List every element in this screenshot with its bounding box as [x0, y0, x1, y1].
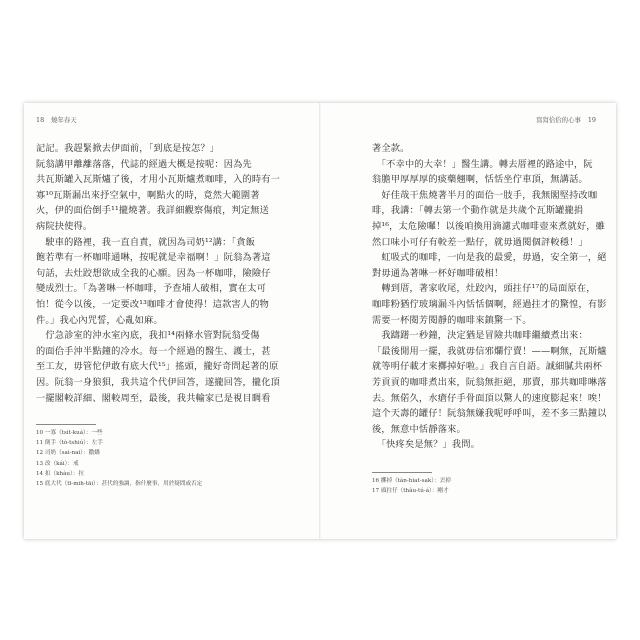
body-line: 然口味小可仔有較差一點仔，就毋過閱個評較穩！」: [372, 236, 588, 248]
book-spread: [24, 103, 616, 539]
body-line: 掉¹⁶，太危險囉！以後咱換用滴濾式咖啡壺來煮就好，雖: [372, 220, 606, 232]
footnote: 14 扣（khàu）：拉: [36, 470, 84, 477]
footnote: 11 倒手（tò-tshiú）：左手: [36, 440, 103, 447]
body-line: 寡¹⁰瓦斯漏出來抒空氣中，啊點火的時，竟然大範圍著: [36, 189, 260, 201]
body-line: 病院抉使得。: [36, 220, 93, 232]
left-page: [24, 103, 320, 539]
footnote: 10 一寡（tsi̍t-kuá）：一些: [36, 430, 103, 436]
body-line: 去。無偌久，水瘡仔手骨面頂以驚人的速度膨起來！唉！: [372, 392, 607, 404]
body-line: 變成烈士。「為著啉一杯咖啡，予查埔人破相，實在太可: [36, 283, 267, 295]
footnote: 12 司奶（sai-nai）：撒嬌: [36, 450, 100, 457]
body-line: 件。」我心內咒誓，心亂如麻。: [36, 314, 163, 326]
left-body-text: [36, 141, 306, 406]
footnote: 16 擲掉（tàn-hiat-sak）：丟掉: [372, 478, 451, 484]
body-line: 啡，我講：「轉去第一个動作就是共歲个瓦斯罐攏捐: [372, 205, 584, 217]
body-line: 我躊躇一秒鐘，決定猶是冒險共咖啡繼續煮出來：: [372, 330, 588, 342]
body-line: 駛車的路裡，我一直自責，就因為司奶¹²講：「貪飯: [36, 236, 256, 248]
right-page: [320, 103, 616, 539]
body-line: 這个天壽的罐仔！阮翁無嫌我呢呼呼叫，差不多三點鐘以: [372, 408, 607, 420]
body-line: 好佳哉干焦燒著半月的面佮一肢手，我無閣堅持改咖: [372, 189, 598, 201]
body-line: 記記。我趕緊掀去伊面前，「到底是按怎？」: [36, 143, 220, 154]
body-line: 對毋通為著啉一杯好咖啡破相！: [372, 267, 504, 279]
body-line: 就等明仔載才來擲掉好啦。」我自言自語。誠細膩共兩杯: [372, 361, 603, 373]
body-line: 一擺閣較詳細、閣較周至，最後，我共輸家已是視目睭看: [36, 392, 271, 404]
body-line: 火，伊的面佮倒手¹¹攏燒著。我詳細觀察傷痕，判定無送: [36, 205, 270, 217]
body-line: 句話，去灶跤想欲成全我的心願。因為一杯咖啡，險險仔: [36, 267, 271, 279]
right-running-head: [536, 115, 596, 124]
body-line: 佇急診室的沖水室內底，我扣¹⁴兩條水管對阮翁受傷: [36, 330, 260, 342]
body-line: 翁膽甲厚厚厚的痰藥翹啊，恬恬坐佇車頂，無講話。: [372, 174, 588, 186]
body-line: 轉到厝，著家收尾，灶跤內，頭拄仔¹⁷的局面原在，: [372, 283, 596, 295]
body-line: 「不幸中的大幸！」醫生講。轉去厝裡的路途中，阮: [372, 158, 593, 170]
body-line: 「最後閒用一擺，我就毋信邪爛佇賣！——啊無，瓦斯爐: [372, 345, 607, 357]
right-page-number: 19: [587, 116, 596, 124]
right-running-title: 寫寫佮佮的心事: [536, 116, 581, 124]
body-line: 「快疼矣是無？」我問。: [372, 439, 481, 451]
body-line: 虹吸式的咖啡，一向是我的最愛，毋過，安全第一，絕: [372, 252, 607, 264]
right-footnote-rule: [372, 472, 432, 473]
footnote: 13 改（kái）：戒: [36, 460, 79, 467]
footnote: 17 頭拄仔（thâu-tú-á）：剛才: [372, 488, 449, 495]
right-body-text: [372, 141, 607, 453]
left-footnote-rule: [36, 424, 96, 425]
left-footnotes: [36, 428, 296, 489]
body-line: 因。阮翁一身狼狽，我共這个代伊回答，遂攏回答，攏化頂: [36, 376, 281, 388]
body-line: 阮翁講甲離離落落，代誌的經過大概是按呢：因為先: [36, 158, 252, 170]
body-line: 後，無意中恬靜落來。: [372, 423, 466, 435]
body-line: 著全款。: [372, 143, 410, 154]
body-line: 共瓦斯罐入瓦斯爐了後，才用小瓦斯爐煮咖啡，入的時有一: [36, 174, 281, 186]
right-footnotes: [372, 476, 592, 496]
body-line: 的面佮手沖半點鐘的冷水。每一个經過的醫生、護士，甚: [36, 345, 271, 357]
body-line: 芳貢貢的咖啡煮出來，阮翁無拒絕，那賣，那共咖啡啉落: [372, 376, 607, 388]
left-page-number: 18: [36, 116, 45, 124]
left-running-title: 燒年春天: [51, 116, 77, 124]
left-running-head: [36, 115, 77, 124]
footnote: 15 底大代（tī-mih-tāi）：甚代的強調，指什麼事，用於疑問或否定: [36, 481, 203, 488]
body-line: 至工友，毋管佗伊敢有底大代¹⁵」搖頭，攏好奇問起著的原: [36, 361, 279, 373]
body-line: 飽若準有一杯咖啡通啉，按呢就是幸福啊！」阮翁為著這: [36, 252, 271, 264]
body-line: 怕！從今以後，一定要改¹³咖啡才會使得！這款害人的物: [36, 298, 270, 310]
body-line: 咖啡粉猶佇玻璃漏斗內恬恬個啊，經過拄才的驚惶，有影: [372, 298, 607, 310]
body-line: 需要一杯閱芳閱靜的咖啡來鎮驚一下。: [372, 314, 532, 326]
